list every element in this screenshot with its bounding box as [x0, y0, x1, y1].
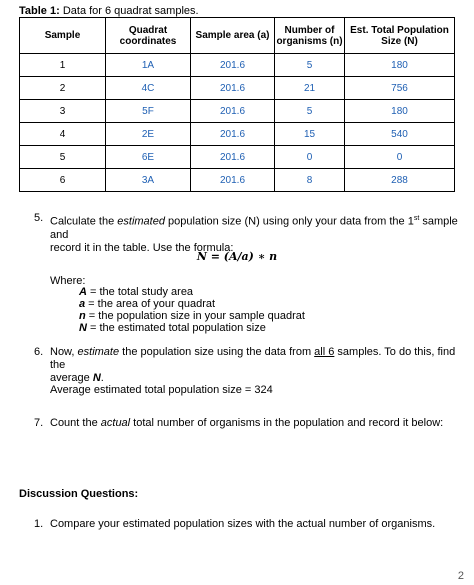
table-row — [20, 123, 455, 146]
table-row — [20, 77, 455, 100]
cell-area[interactable]: 201.6 — [191, 54, 275, 77]
cell-sample: 6 — [20, 169, 106, 192]
table-caption — [19, 5, 199, 17]
definition-symbol: A — [79, 286, 87, 298]
question-6-part: Now, — [50, 346, 78, 358]
discussion-question-1-number: 1. — [34, 518, 44, 530]
table-row — [20, 100, 455, 123]
question-5-text — [50, 212, 464, 255]
cell-quadrat[interactable]: 6E — [106, 146, 191, 169]
question-6-text — [50, 346, 464, 385]
cell-area[interactable]: 201.6 — [191, 123, 275, 146]
average-population-answer[interactable]: Average estimated total population size = 324 — [50, 384, 273, 396]
cell-population[interactable]: 180 — [345, 100, 455, 123]
formula-definitions — [79, 286, 305, 334]
definition-text: = the population size in your sample quadrat — [85, 310, 305, 322]
definition-symbol: N — [79, 322, 87, 334]
definition-symbol: a — [79, 298, 86, 310]
cell-area[interactable]: 201.6 — [191, 146, 275, 169]
cell-sample: 1 — [20, 54, 106, 77]
cell-organisms[interactable]: 5 — [275, 54, 345, 77]
question-7-emphasis: actual — [100, 417, 131, 429]
samples-table — [19, 17, 455, 192]
header-est-total-population: Est. Total Population Size (N) — [345, 18, 455, 54]
header-sample: Sample — [20, 18, 106, 54]
cell-quadrat[interactable]: 1A — [106, 54, 191, 77]
definition-item — [79, 286, 305, 298]
table-row — [20, 146, 455, 169]
question-5-number: 5. — [34, 212, 44, 224]
question-7-number: 7. — [34, 417, 44, 429]
question-5-part: sample and — [50, 215, 458, 241]
question-6-part: . — [100, 372, 104, 384]
cell-area[interactable]: 201.6 — [191, 100, 275, 123]
cell-population[interactable]: 288 — [345, 169, 455, 192]
cell-quadrat[interactable]: 5F — [106, 100, 191, 123]
cell-quadrat[interactable]: 4C — [106, 77, 191, 100]
population-formula: N = (A/a) ∗ n — [196, 250, 278, 263]
cell-quadrat[interactable]: 3A — [106, 169, 191, 192]
cell-area[interactable]: 201.6 — [191, 169, 275, 192]
question-5-part: Calculate the — [50, 215, 118, 228]
question-6-number: 6. — [34, 346, 44, 358]
page-number: 2 — [457, 570, 464, 582]
question-5-part: population size (N) using only your data from the 1 — [164, 215, 414, 228]
cell-sample: 2 — [20, 77, 106, 100]
cell-organisms[interactable]: 8 — [275, 169, 345, 192]
definition-item — [79, 298, 305, 310]
cell-organisms[interactable]: 21 — [275, 77, 345, 100]
cell-organisms[interactable]: 15 — [275, 123, 345, 146]
cell-population[interactable]: 540 — [345, 123, 455, 146]
cell-population[interactable]: 756 — [345, 77, 455, 100]
cell-population[interactable]: 180 — [345, 54, 455, 77]
discussion-question-1 — [34, 518, 464, 534]
table-header-row — [20, 18, 455, 54]
definition-text: = the estimated total population size — [86, 322, 266, 334]
question-6-underline: all 6 — [314, 346, 335, 358]
table-caption-text: Data for 6 quadrat samples. — [62, 5, 199, 17]
question-7 — [34, 417, 464, 433]
discussion-heading: Discussion Questions: — [19, 488, 139, 500]
cell-organisms[interactable]: 5 — [275, 100, 345, 123]
table-row — [20, 54, 455, 77]
question-6-emphasis: estimate — [77, 346, 120, 358]
cell-area[interactable]: 201.6 — [191, 77, 275, 100]
where-label: Where: — [50, 275, 86, 287]
question-7-part: total number of organisms in the population and record it below: — [130, 417, 444, 429]
definition-item — [79, 322, 305, 334]
question-5-line2: record it in the table. Use the formula: — [50, 241, 234, 254]
cell-quadrat[interactable]: 2E — [106, 123, 191, 146]
question-6 — [34, 346, 464, 384]
question-7-part: Count the — [50, 417, 101, 429]
question-7-text — [50, 417, 443, 430]
cell-sample: 5 — [20, 146, 106, 169]
definition-text: = the total study area — [86, 286, 194, 298]
table-caption-label: Table 1: — [19, 5, 60, 17]
question-6-part: average — [50, 372, 93, 384]
cell-sample: 3 — [20, 100, 106, 123]
question-5-superscript: st — [413, 215, 420, 222]
table-row — [20, 169, 455, 192]
question-5 — [34, 212, 464, 254]
definition-text: = the area of your quadrat — [85, 298, 216, 310]
cell-sample: 4 — [20, 123, 106, 146]
header-sample-area: Sample area (a) — [191, 18, 275, 54]
question-6-part: the population size using the data from — [119, 346, 315, 358]
question-5-emphasis: estimated — [117, 215, 165, 228]
cell-organisms[interactable]: 0 — [275, 146, 345, 169]
header-quadrat-coordinates: Quadrat coordinates — [106, 18, 191, 54]
definition-item — [79, 310, 305, 322]
question-6-symbol: N — [92, 372, 101, 384]
cell-population[interactable]: 0 — [345, 146, 455, 169]
discussion-question-1-text: Compare your estimated population sizes with the actual number of organisms. — [50, 518, 436, 530]
question-6-part: samples. To do this, find the — [50, 346, 456, 371]
definition-symbol: n — [79, 310, 86, 322]
header-number-of-organisms: Number of organisms (n) — [275, 18, 345, 54]
